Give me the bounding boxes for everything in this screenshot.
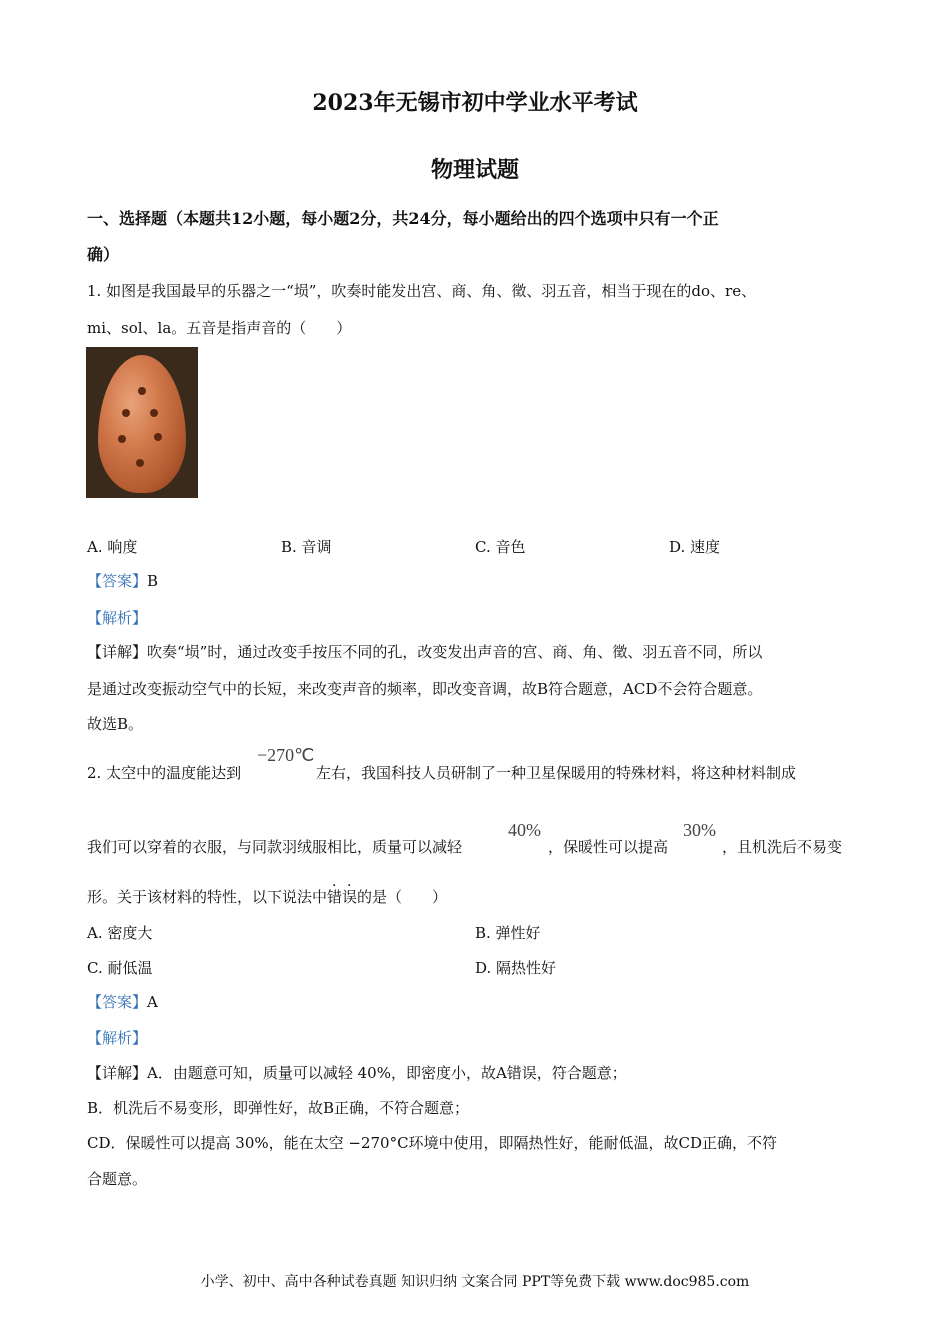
xun-hole: [150, 409, 158, 417]
q2-stem-line1-b: 左右，我国科技人员研制了一种卫星保暖用的特殊材料，将这种材料制成: [316, 764, 797, 782]
xun-hole: [136, 459, 144, 467]
q2-answer: [87, 991, 158, 1012]
detail-text: A．由题意可知，质量可以减轻 40%，即密度小，故A错误，符合题意；: [147, 1064, 627, 1082]
answer-tag: 【答案】: [87, 993, 148, 1011]
q1-detail-line3: 故选B。: [87, 715, 144, 733]
q2-stem-line2-a: 我们可以穿着的衣服，与同款羽绒服相比，质量可以减轻: [87, 838, 463, 856]
q1-stem-line1: 1. 如图是我国最早的乐器之一“埙”，吹奏时能发出宫、商、角、徵、羽五音，相当于现在的do、re、: [87, 282, 757, 300]
q2-detail-line4: 合题意。: [87, 1170, 148, 1188]
xun-hole: [122, 409, 130, 417]
xun-hole: [154, 433, 162, 441]
q2-percent-40: 40%: [508, 820, 541, 840]
q2-stem-line2-b: ，保暖性可以提高: [548, 838, 669, 856]
q2-analysis-tag: 【解析】: [87, 1029, 148, 1047]
q2-temperature: −270℃: [257, 745, 315, 765]
q1-option-b: B. 音调: [281, 538, 332, 556]
q2-stem-line3: [87, 886, 447, 907]
section-heading-line2: 确）: [87, 245, 120, 264]
q1-option-d: D. 速度: [669, 538, 721, 556]
section-heading-line1: 一、选择题（本题共12小题，每小题2分，共24分，每小题给出的四个选项中只有一个正: [87, 209, 719, 228]
q2-stem-line1-a: 2. 太空中的温度能达到: [87, 764, 242, 782]
q2-option-a: A. 密度大: [87, 924, 153, 942]
q2-option-d: D. 隔热性好: [475, 959, 557, 977]
answer-tag: 【答案】: [87, 572, 148, 590]
page-footer: 小学、初中、高中各种试卷真题 知识归纳 文案合同 PPT等免费下载 www.doc985.com: [200, 1274, 750, 1290]
xun-body: [98, 355, 186, 493]
q2-detail-line2: B．机洗后不易变形，即弹性好，故B正确，不符合题意；: [87, 1099, 470, 1117]
detail-tag: 【详解】: [87, 1064, 148, 1082]
q2-detail-line3: CD．保暖性可以提高 30%，能在太空 −270°C环境中使用，即隔热性好，能耐低温，故CD正确，不符: [87, 1134, 778, 1152]
detail-text: 吹奏“埙”时，通过改变手按压不同的孔，改变发出声音的宫、商、角、徵、羽五音不同，所以: [147, 643, 763, 661]
emphasis-char: 误: [342, 888, 358, 906]
q1-option-a: A. 响度: [87, 538, 138, 556]
detail-tag: 【详解】: [87, 643, 148, 661]
q1-analysis-tag: 【解析】: [87, 609, 148, 627]
xun-instrument-photo: [86, 347, 198, 498]
q2-option-b: B. 弹性好: [475, 924, 541, 942]
q2-stem-line2-c: ，且机洗后不易变: [722, 838, 843, 856]
answer-value: A: [147, 993, 158, 1011]
q1-stem-line2: mi、sol、la。五音是指声音的（ ）: [87, 319, 352, 337]
emphasis-char: 错: [327, 888, 343, 906]
q1-detail-line2: 是通过改变振动空气中的长短，来改变声音的频率，即改变音调，故B符合题意，ACD不会符合题意。: [87, 680, 763, 698]
q1-answer: [87, 570, 158, 591]
answer-value: B: [147, 572, 159, 590]
q2-stem-line3-a: 形。关于该材料的特性，以下说法中: [87, 888, 328, 906]
q2-detail-line1: [87, 1062, 627, 1083]
q1-option-c: C. 音色: [475, 538, 526, 556]
q2-percent-30: 30%: [683, 820, 716, 840]
q2-option-c: C. 耐低温: [87, 959, 153, 977]
xun-hole: [118, 435, 126, 443]
xun-hole: [138, 387, 146, 395]
page-title: 2023年无锡市初中学业水平考试: [312, 90, 638, 116]
q1-detail-line1: [87, 641, 762, 662]
page-subtitle: 物理试题: [430, 157, 519, 183]
q2-stem-line3-b: 的是（ ）: [357, 888, 448, 906]
